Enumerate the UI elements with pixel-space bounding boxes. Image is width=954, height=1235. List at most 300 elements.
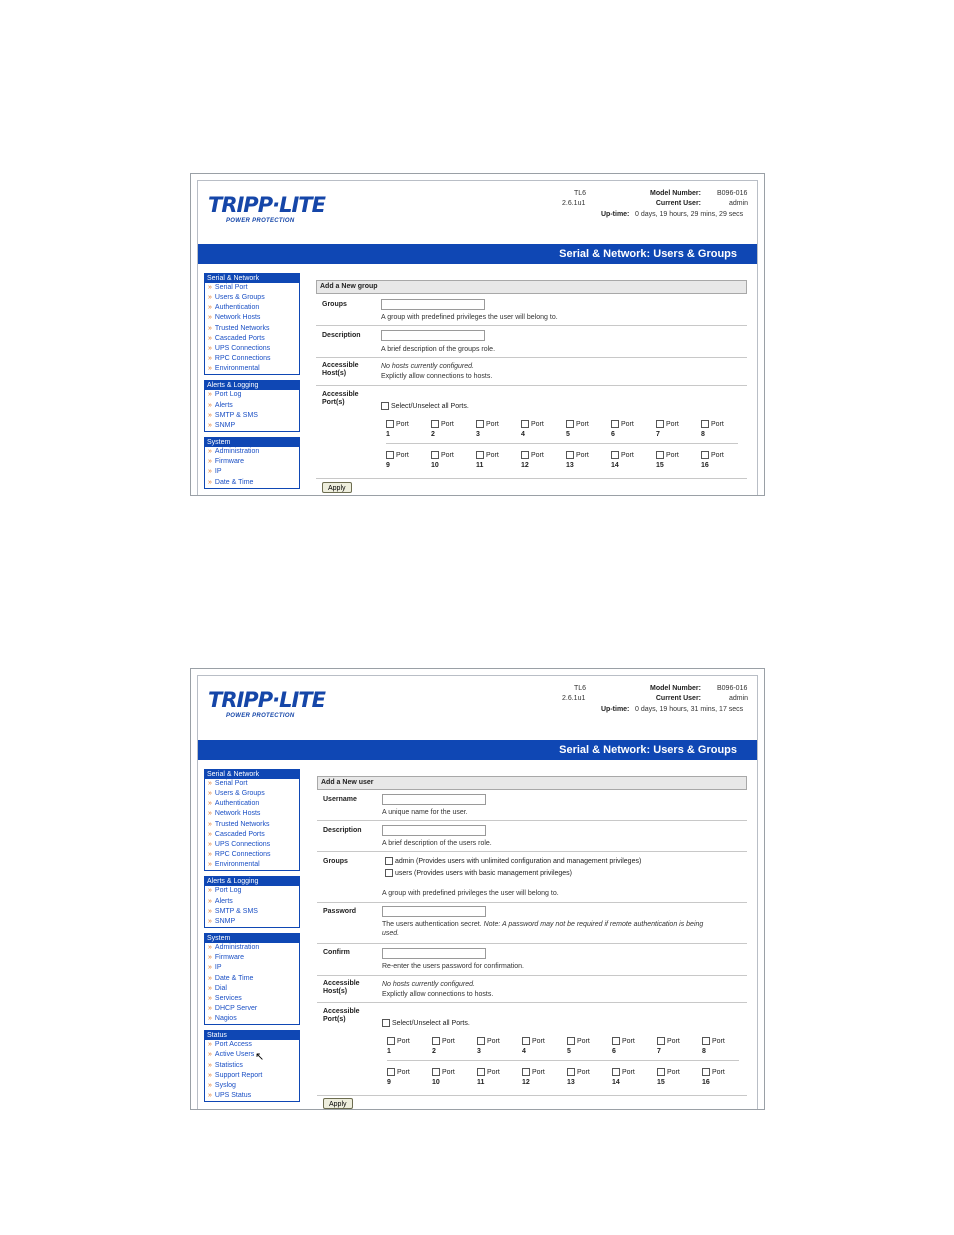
port-3-checkbox[interactable]: [477, 1037, 521, 1056]
checkbox[interactable]: [382, 1019, 390, 1027]
current-user-label: Current User:: [655, 200, 701, 207]
port-label: [476, 452, 499, 459]
hosts-label: Accessible Host(s): [323, 980, 360, 995]
tripp-lite-logo: [208, 688, 325, 728]
apply-button[interactable]: Apply: [323, 1098, 353, 1109]
nav-group-alerts-logging: [204, 380, 300, 432]
screenshot-add-user: [190, 668, 765, 1110]
port-3-checkbox[interactable]: [476, 420, 520, 439]
port-number: 3: [477, 1048, 481, 1055]
port-word: Port: [441, 421, 454, 428]
add-user-panel: [317, 776, 747, 1110]
chevron-right-icon: »: [208, 365, 212, 373]
password-note-cont: [382, 929, 399, 938]
port-8-checkbox[interactable]: [702, 1037, 746, 1056]
app-frame: [197, 675, 758, 1109]
select-all-ports[interactable]: [382, 1019, 470, 1028]
chevron-right-icon: »: [208, 284, 212, 291]
nav-item-trusted-networks[interactable]: [205, 820, 299, 830]
nav-item-label: UPS Status: [214, 1092, 252, 1100]
checkbox[interactable]: [385, 869, 393, 877]
nav-item-administration[interactable]: [205, 447, 299, 457]
port-label: [611, 452, 634, 459]
checkbox[interactable]: [567, 1037, 575, 1045]
hosts-none-text: No hosts currently configured.: [382, 981, 475, 988]
port-16-checkbox[interactable]: [702, 1068, 746, 1087]
chevron-right-icon: »: [208, 810, 212, 818]
port-label: [566, 452, 589, 459]
description-input[interactable]: [381, 330, 485, 341]
checkbox[interactable]: [386, 420, 394, 428]
port-5-checkbox[interactable]: [567, 1037, 611, 1056]
nav-item-syslog[interactable]: [205, 1081, 299, 1091]
password-note: Note: A password may not be required if remote authentication is being: [483, 921, 704, 928]
port-label: [702, 1038, 725, 1045]
group-option-admin[interactable]: [385, 857, 641, 866]
uptime-value: 0 days, 19 hours, 29 mins, 29 secs: [635, 211, 744, 218]
port-grid-2: [387, 1034, 739, 1094]
port-word: Port: [712, 1038, 725, 1045]
port-label: [387, 1069, 410, 1076]
nav-item-dial[interactable]: [205, 984, 299, 994]
section-title: Add a New group: [316, 280, 747, 294]
description-label: Description: [322, 332, 361, 339]
port-1-checkbox[interactable]: [386, 420, 430, 439]
chevron-right-icon: »: [208, 800, 212, 808]
nav-item-dhcp-server[interactable]: [205, 1004, 299, 1014]
nav-item-label: Serial Port: [214, 284, 248, 291]
port-11-checkbox[interactable]: [476, 451, 520, 470]
port-10-checkbox[interactable]: [431, 451, 475, 470]
chevron-right-icon: »: [208, 954, 212, 962]
port-13-checkbox[interactable]: [567, 1068, 611, 1087]
model-label: Model Number:: [650, 190, 701, 197]
groups-input[interactable]: [381, 299, 485, 310]
logo-tagline: POWER PROTECTION: [226, 218, 295, 224]
nav-item-firmware[interactable]: [205, 457, 299, 467]
chevron-right-icon: »: [208, 907, 212, 915]
port-14-checkbox[interactable]: [612, 1068, 656, 1087]
nav-item-authentication[interactable]: [205, 799, 299, 809]
checkbox[interactable]: [611, 420, 619, 428]
checkbox[interactable]: [701, 451, 709, 459]
port-1-checkbox[interactable]: [387, 1037, 431, 1056]
checkbox[interactable]: [657, 1037, 665, 1045]
description-row: [316, 326, 747, 358]
port-7-checkbox[interactable]: [657, 1037, 701, 1056]
port-label: [701, 452, 724, 459]
hosts-row: [317, 976, 747, 1003]
nav-item-date-time[interactable]: [205, 974, 299, 984]
nav-group-serial-network: [204, 273, 300, 375]
port-10-checkbox[interactable]: [432, 1068, 476, 1087]
chevron-right-icon: »: [208, 964, 212, 972]
port-label: [522, 1069, 545, 1076]
confirm-input[interactable]: [382, 948, 486, 959]
nav-item-port-access[interactable]: [205, 1040, 299, 1050]
port-number: 5: [567, 1048, 571, 1055]
port-number: 16: [702, 1079, 710, 1086]
port-12-checkbox[interactable]: [521, 451, 565, 470]
checkbox[interactable]: [612, 1037, 620, 1045]
checkbox[interactable]: [566, 451, 574, 459]
nav-item-smtp-sms[interactable]: [205, 907, 299, 917]
nav-item-alerts[interactable]: [205, 897, 299, 907]
password-help-text: The users authentication secret.: [382, 921, 482, 928]
chevron-right-icon: »: [208, 458, 212, 466]
port-word: Port: [577, 1038, 590, 1045]
nav-item-support-report[interactable]: [205, 1071, 299, 1081]
port-label: [566, 421, 589, 428]
nav-item-environmental[interactable]: [205, 364, 299, 374]
nav-item-network-hosts[interactable]: [205, 313, 299, 323]
port-9-checkbox[interactable]: [386, 451, 430, 470]
uptime-label: Up-time:: [601, 211, 630, 218]
nav-item-label: RPC Connections: [214, 355, 271, 363]
chevron-right-icon: »: [208, 314, 212, 322]
nav-item-cascaded-ports[interactable]: [205, 334, 299, 344]
nav-item-label: Firmware: [214, 954, 245, 962]
checkbox[interactable]: [385, 857, 393, 865]
nav-item-rpc-connections[interactable]: [205, 850, 299, 860]
port-word: Port: [486, 452, 499, 459]
port-number: 6: [611, 431, 615, 438]
port-number: 4: [522, 1048, 526, 1055]
page-title-banner: Serial & Network: Users & Groups: [198, 740, 757, 760]
nav-item-ip[interactable]: [205, 963, 299, 973]
chevron-right-icon: »: [208, 478, 212, 486]
nav-item-label: SNMP: [214, 917, 236, 925]
chevron-right-icon: »: [208, 780, 212, 787]
firmware-value: 2.6.1u1: [562, 200, 586, 207]
chevron-right-icon: »: [208, 820, 212, 828]
nav-group-serial-network: [204, 769, 300, 871]
port-number: 12: [521, 462, 529, 469]
nav-item-nagios[interactable]: [205, 1014, 299, 1024]
groups-row: [316, 294, 747, 326]
port-label: [611, 421, 634, 428]
nav-item-label: UPS Connections: [214, 840, 271, 848]
group-users-label: users (Provides users with basic management privileges): [395, 870, 573, 877]
port-word: Port: [577, 1069, 590, 1076]
port-label: [432, 1069, 455, 1076]
nav-item-label: RPC Connections: [214, 851, 271, 859]
chevron-right-icon: »: [208, 411, 212, 419]
chevron-right-icon: »: [208, 468, 212, 476]
port-11-checkbox[interactable]: [477, 1068, 521, 1087]
port-word: Port: [487, 1069, 500, 1076]
nav-item-active-users[interactable]: [205, 1050, 299, 1060]
port-word: Port: [666, 452, 679, 459]
checkbox[interactable]: [477, 1068, 485, 1076]
description-help: A brief description of the users role.: [382, 840, 492, 847]
nav-item-label: Authentication: [214, 800, 260, 808]
nav-item-label: Date & Time: [214, 974, 254, 982]
port-word: Port: [396, 421, 409, 428]
chevron-right-icon: »: [208, 344, 212, 352]
checkbox[interactable]: [476, 451, 484, 459]
checkbox[interactable]: [522, 1037, 530, 1045]
nav-item-label: Cascaded Ports: [214, 830, 265, 838]
apply-button[interactable]: Apply: [322, 482, 352, 493]
chevron-right-icon: »: [208, 355, 212, 363]
port-number: 15: [657, 1079, 665, 1086]
hosts-none: [381, 362, 474, 371]
checkbox[interactable]: [387, 1037, 395, 1045]
port-number: 3: [476, 431, 480, 438]
port-label: [386, 452, 409, 459]
port-label: [521, 421, 544, 428]
port-number: 9: [386, 462, 390, 469]
port-word: Port: [441, 452, 454, 459]
nav-item-label: Trusted Networks: [214, 820, 270, 828]
port-8-checkbox[interactable]: [701, 420, 745, 439]
chevron-right-icon: »: [208, 790, 212, 798]
port-row-divider: [387, 1060, 739, 1061]
port-number: 9: [387, 1079, 391, 1086]
nav-group-system: [204, 437, 300, 489]
hosts-help: Explictly allow connections to hosts.: [382, 991, 494, 998]
port-word: Port: [442, 1038, 455, 1045]
sidebar-nav: [204, 273, 300, 494]
description-input[interactable]: [382, 825, 486, 836]
confirm-row: [317, 944, 747, 976]
hosts-none-text: No hosts currently configured.: [381, 363, 474, 370]
checkbox[interactable]: [521, 420, 529, 428]
port-6-checkbox[interactable]: [612, 1037, 656, 1056]
checkbox[interactable]: [432, 1037, 440, 1045]
nav-item-users-groups[interactable]: [205, 293, 299, 303]
chevron-right-icon: »: [208, 887, 212, 895]
port-9-checkbox[interactable]: [387, 1068, 431, 1087]
nav-item-serial-port[interactable]: [205, 779, 299, 789]
nav-group-status: [204, 1030, 300, 1102]
port-14-checkbox[interactable]: [611, 451, 655, 470]
port-number: 13: [566, 462, 574, 469]
chevron-right-icon: »: [208, 944, 212, 952]
nav-group-alerts-logging: [204, 876, 300, 928]
checkbox[interactable]: [656, 451, 664, 459]
port-15-checkbox[interactable]: [656, 451, 700, 470]
nav-group-title: Alerts & Logging: [205, 381, 299, 390]
chevron-right-icon: »: [208, 1081, 212, 1089]
chevron-right-icon: »: [208, 974, 212, 982]
port-word: Port: [621, 452, 634, 459]
nav-item-ups-status[interactable]: [205, 1091, 299, 1101]
checkbox[interactable]: [656, 420, 664, 428]
port-2-checkbox[interactable]: [432, 1037, 476, 1056]
mouse-pointer-icon: ↖: [255, 1051, 265, 1063]
port-number: 14: [611, 462, 619, 469]
port-word: Port: [576, 452, 589, 459]
groups-row: [317, 852, 747, 903]
port-label: [476, 421, 499, 428]
port-number: 8: [701, 431, 705, 438]
nav-item-statistics[interactable]: [205, 1061, 299, 1071]
nav-item-label: Port Log: [214, 887, 242, 895]
nav-item-authentication[interactable]: [205, 303, 299, 313]
nav-item-label: IP: [214, 468, 222, 476]
password-input[interactable]: [382, 906, 486, 917]
hosts-help: Explictly allow connections to hosts.: [381, 373, 493, 380]
nav-item-label: Serial Port: [214, 780, 248, 787]
nav-item-serial-port[interactable]: [205, 283, 299, 293]
port-number: 11: [476, 462, 484, 469]
model-value: B096-016: [717, 190, 748, 197]
nav-item-environmental[interactable]: [205, 860, 299, 870]
port-label: [702, 1069, 725, 1076]
nav-group-title: Alerts & Logging: [205, 877, 299, 886]
checkbox[interactable]: [477, 1037, 485, 1045]
sidebar-nav: [204, 769, 300, 1107]
nav-item-label: DHCP Server: [214, 1004, 258, 1012]
chevron-right-icon: »: [208, 401, 212, 409]
checkbox[interactable]: [381, 402, 389, 410]
port-word: Port: [532, 1069, 545, 1076]
nav-item-label: Port Access: [214, 1041, 252, 1049]
port-word: Port: [532, 1038, 545, 1045]
port-label: [701, 421, 724, 428]
nav-item-snmp[interactable]: [205, 917, 299, 927]
port-word: Port: [397, 1038, 410, 1045]
port-label: [567, 1038, 590, 1045]
nav-item-alerts[interactable]: [205, 401, 299, 411]
checkbox[interactable]: [701, 420, 709, 428]
nav-item-ups-connections[interactable]: [205, 344, 299, 354]
nav-item-port-log[interactable]: [205, 390, 299, 400]
firmware-value: 2.6.1u1: [562, 695, 586, 702]
port-word: Port: [486, 421, 499, 428]
port-word: Port: [667, 1069, 680, 1076]
port-number: 8: [702, 1048, 706, 1055]
nav-item-label: IP: [214, 964, 222, 972]
chevron-right-icon: »: [208, 421, 212, 429]
port-word: Port: [622, 1038, 635, 1045]
port-word: Port: [396, 452, 409, 459]
nav-item-date-time[interactable]: [205, 478, 299, 488]
port-label: [612, 1038, 635, 1045]
nav-group-title: System: [205, 934, 299, 943]
app-frame: [197, 180, 758, 495]
nav-item-label: Network Hosts: [214, 810, 261, 818]
port-number: 16: [701, 462, 709, 469]
checkbox[interactable]: [657, 1068, 665, 1076]
checkbox[interactable]: [522, 1068, 530, 1076]
nav-item-ip[interactable]: [205, 467, 299, 477]
description-help: A brief description of the groups role.: [381, 346, 496, 353]
port-label: [656, 452, 679, 459]
port-12-checkbox[interactable]: [522, 1068, 566, 1087]
port-label: [612, 1069, 635, 1076]
uptime-value: 0 days, 19 hours, 31 mins, 17 secs: [635, 706, 744, 713]
chevron-right-icon: »: [208, 391, 212, 399]
port-number: 6: [612, 1048, 616, 1055]
chevron-right-icon: »: [208, 1004, 212, 1012]
checkbox[interactable]: [431, 451, 439, 459]
checkbox[interactable]: [431, 420, 439, 428]
nav-item-administration[interactable]: [205, 943, 299, 953]
nav-item-users-groups[interactable]: [205, 789, 299, 799]
checkbox[interactable]: [611, 451, 619, 459]
port-word: Port: [667, 1038, 680, 1045]
port-2-checkbox[interactable]: [431, 420, 475, 439]
port-4-checkbox[interactable]: [522, 1037, 566, 1056]
port-word: Port: [622, 1069, 635, 1076]
nav-item-ups-connections[interactable]: [205, 840, 299, 850]
nav-item-smtp-sms[interactable]: [205, 411, 299, 421]
port-word: Port: [576, 421, 589, 428]
nav-item-cascaded-ports[interactable]: [205, 830, 299, 840]
port-13-checkbox[interactable]: [566, 451, 610, 470]
checkbox[interactable]: [612, 1068, 620, 1076]
port-word: Port: [711, 421, 724, 428]
nav-item-label: Authentication: [214, 304, 260, 312]
nav-item-label: SNMP: [214, 421, 236, 429]
nav-item-label: Cascaded Ports: [214, 334, 265, 342]
nav-item-label: Services: [214, 994, 242, 1002]
username-input[interactable]: [382, 794, 486, 805]
chevron-right-icon: »: [208, 830, 212, 838]
nav-item-trusted-networks[interactable]: [205, 324, 299, 334]
checkbox[interactable]: [432, 1068, 440, 1076]
nav-item-network-hosts[interactable]: [205, 809, 299, 819]
select-all-label: Select/Unselect all Ports.: [392, 1020, 470, 1027]
nav-item-rpc-connections[interactable]: [205, 354, 299, 364]
chevron-right-icon: »: [208, 1015, 212, 1023]
nav-item-services[interactable]: [205, 994, 299, 1004]
port-16-checkbox[interactable]: [701, 451, 745, 470]
hosts-none: [382, 980, 475, 989]
checkbox[interactable]: [567, 1068, 575, 1076]
chevron-right-icon: »: [208, 984, 212, 992]
checkbox[interactable]: [386, 451, 394, 459]
chevron-right-icon: »: [208, 334, 212, 342]
chevron-right-icon: »: [208, 304, 212, 312]
port-number: 13: [567, 1079, 575, 1086]
nav-item-firmware[interactable]: [205, 953, 299, 963]
port-word: Port: [621, 421, 634, 428]
checkbox[interactable]: [702, 1037, 710, 1045]
nav-item-label: Date & Time: [214, 478, 254, 486]
port-number: 14: [612, 1079, 620, 1086]
password-row: [317, 903, 747, 944]
checkbox[interactable]: [521, 451, 529, 459]
port-5-checkbox[interactable]: [566, 420, 610, 439]
checkbox[interactable]: [566, 420, 574, 428]
section-title: Add a New user: [317, 776, 747, 790]
nav-item-snmp[interactable]: [205, 421, 299, 431]
port-label: [656, 421, 679, 428]
checkbox[interactable]: [702, 1068, 710, 1076]
nav-group-title: Serial & Network: [205, 770, 299, 779]
description-label: Description: [323, 827, 362, 834]
screenshot-add-group: [190, 173, 765, 496]
chevron-right-icon: »: [208, 1092, 212, 1100]
nav-item-port-log[interactable]: [205, 886, 299, 896]
chevron-right-icon: »: [208, 897, 212, 905]
chevron-right-icon: »: [208, 917, 212, 925]
checkbox[interactable]: [387, 1068, 395, 1076]
port-6-checkbox[interactable]: [611, 420, 655, 439]
port-15-checkbox[interactable]: [657, 1068, 701, 1087]
select-all-ports[interactable]: [381, 402, 469, 411]
port-7-checkbox[interactable]: [656, 420, 700, 439]
port-4-checkbox[interactable]: [521, 420, 565, 439]
checkbox[interactable]: [476, 420, 484, 428]
chevron-right-icon: »: [208, 840, 212, 848]
port-label: [567, 1069, 590, 1076]
group-option-users[interactable]: [385, 869, 572, 878]
